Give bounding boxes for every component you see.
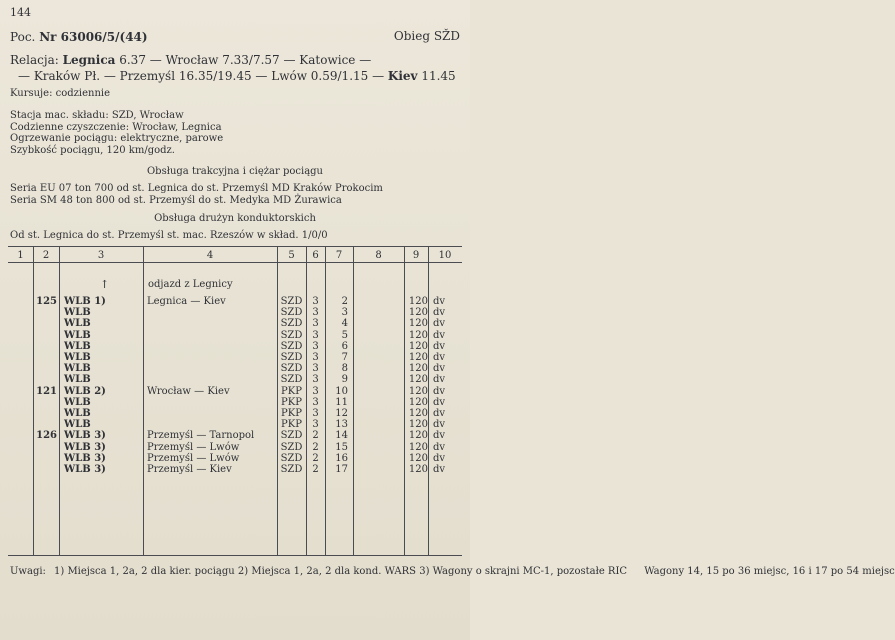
table-cell-c3: WLB 3) xyxy=(64,452,106,464)
table-cell-c9: 120 xyxy=(408,374,428,386)
table-cell-c6: 2 xyxy=(312,452,319,464)
table-cell-c10: dv xyxy=(433,352,446,363)
column-header: 9 xyxy=(412,250,420,261)
table-cell-c5: SZD xyxy=(280,441,303,453)
column-header: 6 xyxy=(312,250,319,261)
table-cell-c3: WLB xyxy=(64,329,91,341)
table-cell-c5: SZD xyxy=(280,318,303,330)
table-cell-c6: 3 xyxy=(312,396,319,408)
table-cell-c7: 4 xyxy=(341,318,348,330)
notes-list xyxy=(54,566,895,578)
column-header: 1 xyxy=(17,250,24,261)
column-header: 4 xyxy=(206,250,214,261)
route-line-2 xyxy=(18,69,456,83)
info-line: Ogrzewanie pociągu: elektryczne, parowe xyxy=(10,133,224,144)
traction-heading: Obsługa trakcyjna i ciężar pociągu xyxy=(146,166,323,177)
table-cell-c7: 3 xyxy=(341,307,348,319)
table-col-divider xyxy=(33,246,34,555)
table-cell-c10: dv xyxy=(433,329,446,341)
column-header: 3 xyxy=(97,250,105,261)
table-header-rule xyxy=(8,262,462,263)
note-item: 2) Miejsca 1, 2a, 2 dla kond. WARS xyxy=(237,566,417,577)
table-cell-c10: dv xyxy=(433,419,446,431)
table-cell-c3: WLB xyxy=(64,363,91,375)
table-cell-c7: 8 xyxy=(341,363,348,375)
table-cell-c6: 3 xyxy=(312,318,319,330)
crew-heading: Obsługa drużyn konduktorskich xyxy=(154,213,316,224)
table-cell-c4: Przemyśl — Tarnopol xyxy=(147,430,255,442)
table-cell-c9: 120 xyxy=(408,464,428,475)
notes-label: Uwagi: xyxy=(10,566,46,577)
table-cell-c5: SZD xyxy=(280,352,303,363)
table-cell-c4: Przemyśl — Lwów xyxy=(147,441,240,453)
table-cell-c7: 15 xyxy=(335,441,348,453)
table-col-divider xyxy=(59,246,60,555)
table-cell-c5: SZD xyxy=(280,430,303,442)
table-cell-c9: 120 xyxy=(408,318,428,330)
table-cell-c5: SZD xyxy=(280,363,303,375)
table-cell-c5: SZD xyxy=(280,296,303,307)
table-cell-c10: dv xyxy=(433,318,446,330)
column-header: 8 xyxy=(375,250,382,261)
table-cell-c3: WLB xyxy=(64,374,91,386)
column-header: 7 xyxy=(335,250,343,261)
table-cell-c7: 16 xyxy=(335,452,348,464)
runs-on: Kursuje: codziennie xyxy=(10,88,111,99)
table-cell-c9: 120 xyxy=(408,396,428,408)
table-cell-c7: 14 xyxy=(335,430,348,442)
table-cell-c5: SZD xyxy=(280,340,303,352)
table-cell-c10: dv xyxy=(433,363,446,375)
table-cell-c7: 11 xyxy=(335,396,348,408)
train-number-value: Nr 63006/5/(44) xyxy=(39,30,148,44)
table-cell-c6: 3 xyxy=(312,385,319,397)
table-cell-c10: dv xyxy=(433,430,446,442)
traction-line: Seria EU 07 ton 700 od st. Legnica do st. Przemyśl MD Kraków Prokocim xyxy=(10,183,383,194)
table-cell-c3: WLB xyxy=(64,419,91,431)
train-number-prefix: Poc. xyxy=(10,30,36,44)
route-segment: 6.37 — Wrocław 7.33/7.57 — Katowice — xyxy=(115,53,372,67)
table-cell-c2: 126 xyxy=(36,430,57,442)
table-cell-c7: 6 xyxy=(341,340,348,352)
table-cell-c10: dv xyxy=(433,464,446,475)
table-cell-c10: dv xyxy=(433,374,446,386)
table-cell-c6: 3 xyxy=(312,419,319,431)
table-cell-c3: WLB 3) xyxy=(64,430,106,442)
table-cell-c5: SZD xyxy=(280,374,303,386)
column-header: 5 xyxy=(288,250,295,261)
info-line: Szybkość pociągu, 120 km/godz. xyxy=(10,144,175,156)
table-cell-c10: dv xyxy=(433,408,446,419)
info-line: Stacja mac. składu: SZD, Wrocław xyxy=(10,110,184,121)
table-cell-c9: 120 xyxy=(408,441,428,453)
table-cell-c10: dv xyxy=(433,307,446,319)
table-cell-c7: 10 xyxy=(335,385,348,397)
table-cell-c10: dv xyxy=(433,441,446,453)
route-segment: Legnica xyxy=(62,53,116,67)
table-cell-c6: 2 xyxy=(312,430,319,442)
traction-line: Seria SM 48 ton 800 od st. Przemyśl do st. Medyka MD Żurawica xyxy=(10,195,342,206)
table-cell-c4: Wrocław — Kiev xyxy=(147,385,230,397)
table-cell-c5: SZD xyxy=(280,307,303,319)
table-cell-c6: 3 xyxy=(312,329,319,341)
table-cell-c5: SZD xyxy=(280,452,303,464)
route-segment: 11.45 xyxy=(417,69,456,83)
note-item: 1) Miejsca 1, 2a, 2 dla kier. pociągu xyxy=(54,566,235,577)
table-cell-c9: 120 xyxy=(408,329,428,341)
table-cell-c7: 9 xyxy=(341,374,348,386)
table-cell-c2: 125 xyxy=(36,296,57,307)
column-header: 2 xyxy=(42,250,50,261)
table-cell-c9: 120 xyxy=(408,296,428,307)
table-cell-c9: 120 xyxy=(408,307,428,319)
table-cell-c3: WLB xyxy=(64,307,91,319)
table-cell-c6: 3 xyxy=(312,352,319,363)
table-cell-c3: WLB 2) xyxy=(64,385,106,397)
table-cell-c10: dv xyxy=(433,296,446,307)
table-cell-c6: 3 xyxy=(312,374,319,386)
table-cell-c4: Przemyśl — Lwów xyxy=(147,452,240,464)
table-cell-c7: 2 xyxy=(341,296,348,307)
table-cell-c10: dv xyxy=(433,452,446,464)
note-item: 3) Wagony o skrajni MC-1, pozostałe RIC xyxy=(419,566,628,577)
table-cell-c3: WLB 3) xyxy=(64,464,106,475)
note-item: Wagony 14, 15 po 36 miejsc, 16 i 17 po 54 miejsc xyxy=(644,566,895,577)
table-cell-c4: Przemyśl — Kiev xyxy=(147,464,232,475)
table-cell-c7: 12 xyxy=(335,408,348,419)
table-cell-c5: PKP xyxy=(281,396,302,408)
table-cell-c3: WLB xyxy=(64,396,91,408)
table-top-rule xyxy=(8,246,462,247)
table-cell-c7: 17 xyxy=(335,464,348,475)
arrow-up-icon: ↑ xyxy=(100,278,110,291)
table-cell-c3: WLB xyxy=(64,408,91,419)
table-cell-c7: 13 xyxy=(335,419,348,431)
table-cell-c3: WLB 3) xyxy=(64,441,106,453)
table-col-divider xyxy=(143,246,144,555)
table-cell-c5: PKP xyxy=(281,408,302,419)
train-number xyxy=(10,30,148,44)
table-cell-c3: WLB xyxy=(64,340,91,352)
route-segment: — Kraków Pł. — Przemyśl 16.35/19.45 — Lwów 0.59/1.15 — xyxy=(18,69,388,83)
table-cell-c6: 2 xyxy=(312,441,319,453)
table-cell-c6: 3 xyxy=(312,408,319,419)
table-cell-c10: dv xyxy=(433,396,446,408)
table-cell-c7: 5 xyxy=(341,329,348,341)
table-cell-c9: 120 xyxy=(408,340,428,352)
table-cell-c6: 3 xyxy=(312,363,319,375)
table-cell-c3: WLB 1) xyxy=(64,296,106,307)
departure-note: odjazd z Legnicy xyxy=(148,279,233,290)
table-cell-c7: 7 xyxy=(341,352,348,363)
table-cell-c3: WLB xyxy=(64,318,91,330)
table-col-divider xyxy=(353,246,354,555)
page-number: 144 xyxy=(10,6,31,19)
crew-line: Od st. Legnica do st. Przemyśl st. mac. Rzeszów w skład. 1/0/0 xyxy=(10,230,328,241)
table-cell-c4: Legnica — Kiev xyxy=(147,296,226,307)
route-segment: Kiev xyxy=(387,69,418,83)
table-cell-c6: 3 xyxy=(312,296,319,307)
route-segment: Relacja: xyxy=(10,53,63,67)
table-cell-c6: 3 xyxy=(312,340,319,352)
table-bottom-rule xyxy=(8,555,462,556)
table-cell-c5: SZD xyxy=(280,464,303,475)
table-cell-c2: 121 xyxy=(36,385,57,397)
table-cell-c9: 120 xyxy=(408,352,428,363)
circulation-label: Obieg SŽD xyxy=(393,29,460,43)
notes-section xyxy=(10,566,46,578)
table-cell-c9: 120 xyxy=(408,385,428,397)
table-cell-c9: 120 xyxy=(408,452,428,464)
table-cell-c5: PKP xyxy=(281,419,302,431)
table-col-divider xyxy=(428,246,429,555)
table-cell-c9: 120 xyxy=(408,419,428,431)
table-cell-c9: 120 xyxy=(408,363,428,375)
table-cell-c6: 2 xyxy=(312,464,319,475)
table-cell-c5: SZD xyxy=(280,329,303,341)
column-header: 10 xyxy=(438,250,452,261)
route-line-1 xyxy=(10,53,371,67)
table-cell-c10: dv xyxy=(433,340,446,352)
table-cell-c6: 3 xyxy=(312,307,319,319)
info-line: Codzienne czyszczenie: Wrocław, Legnica xyxy=(10,121,222,133)
table-cell-c9: 120 xyxy=(408,408,428,419)
table-cell-c9: 120 xyxy=(408,430,428,442)
table-cell-c5: PKP xyxy=(281,385,302,397)
table-cell-c10: dv xyxy=(433,385,446,397)
table-cell-c3: WLB xyxy=(64,352,91,363)
